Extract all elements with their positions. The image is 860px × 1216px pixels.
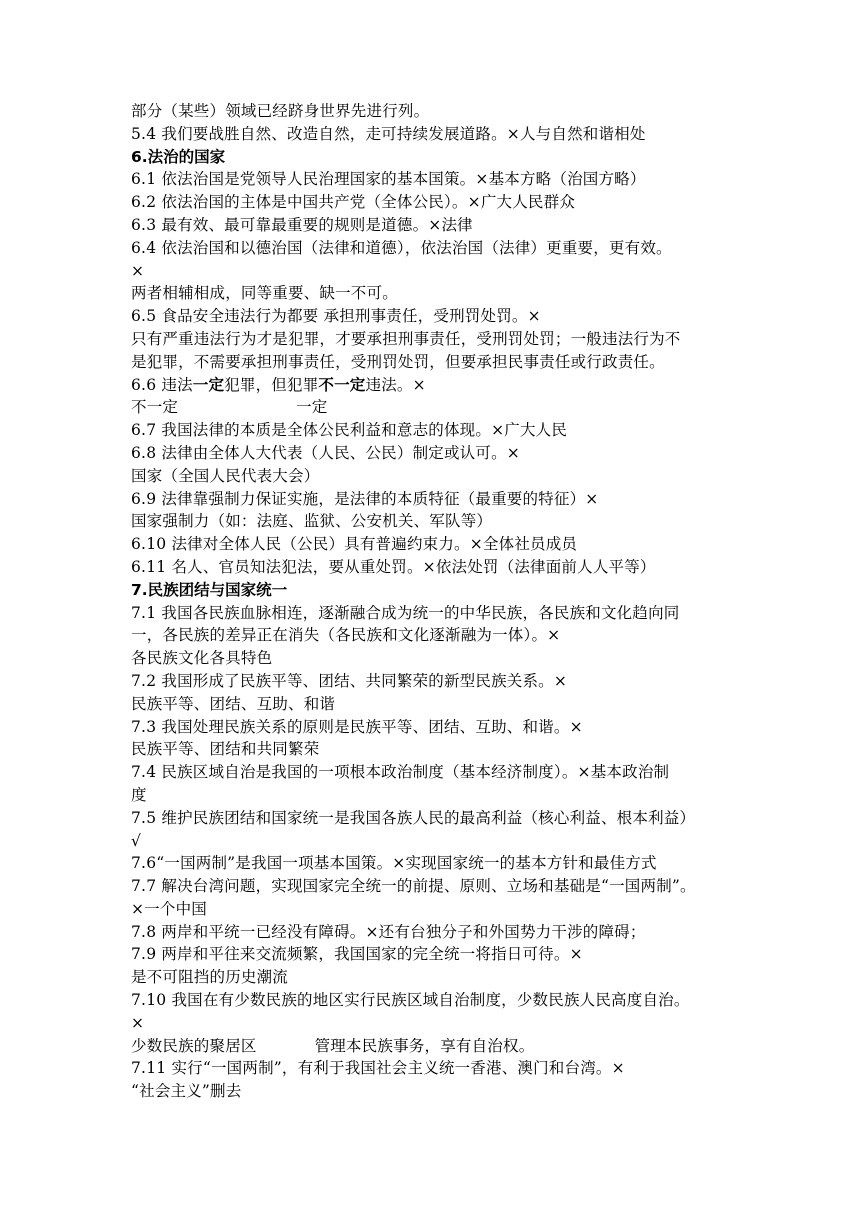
text-line: 只有严重违法行为才是犯罪，才要承担刑事责任，受刑罚处罚；一般违法行为不 (131, 329, 681, 348)
text-line: 7.5 维护民族团结和国家统一是我国各族人民的最高利益（核心利益、根本利益） (131, 808, 696, 827)
text-line: √ (131, 831, 142, 850)
text-segment: 6.6 违法 (131, 375, 193, 394)
text-line: 6.7 我国法律的本质是全体公民利益和意志的体现。×广大人民 (131, 421, 568, 440)
text-line: 各民族文化各具特色 (131, 649, 273, 668)
text-line: 7.6“一国两制”是我国一项基本国策。×实现国家统一的基本方针和最佳方式 (131, 854, 657, 873)
text-line: 两者相辅相成，同等重要、缺一不可。 (131, 284, 398, 303)
text-line: 6.11 名人、官员知法犯法，要从重处罚。×依法处罚（法律面前人人平等） (131, 557, 656, 576)
text-segment: 管理本民族事务，享有自治权。 (314, 1036, 535, 1055)
text-line: 7.3 我国处理民族关系的原则是民族平等、团结、互助、和谐。× (131, 717, 583, 736)
text-line-mixed (131, 374, 737, 397)
text-segment: 少数民族的聚居区 (131, 1036, 257, 1055)
text-line: × (131, 1013, 145, 1032)
text-line-annotation (131, 1035, 737, 1058)
text-line: 7.9 两岸和平往来交流频繁，我国国家的完全统一将指日可待。× (131, 945, 583, 964)
text-segment: 不一定 (131, 398, 179, 417)
bold-text-segment: 一定 (192, 375, 225, 394)
text-line: “社会主义”删去 (131, 1082, 242, 1101)
text-line: 7.4 民族区域自治是我国的一项根本政治制度（基本经济制度）。×基本政治制 (131, 763, 670, 782)
text-line: 7.2 我国形成了民族平等、团结、共同繁荣的新型民族关系。× (131, 671, 568, 690)
text-line: ×一个中国 (131, 899, 207, 918)
text-segment: 一定 (296, 398, 328, 417)
bold-text-segment: 不一定 (318, 375, 366, 394)
section-heading-rule-of-law: 6.法治的国家 (131, 147, 226, 166)
text-line: 民族平等、团结、互助、和谐 (131, 694, 336, 713)
text-line: 是犯罪，不需要承担刑事责任，受刑罚处罚，但要承担民事责任或行政责任。 (131, 352, 665, 371)
text-line: 7.7 解决台湾问题，实现国家完全统一的前提、原则、立场和基础是“一国两制”。 (131, 877, 696, 896)
text-line: × (131, 261, 145, 280)
text-segment: 违法。× (365, 375, 426, 394)
text-line: 部分（某些）领域已经跻身世界先进行列。 (131, 102, 430, 120)
text-line: 7.10 我国在有少数民族的地区实行民族区域自治制度，少数民族人民高度自治。 (131, 991, 690, 1010)
text-line: 是不可阻挡的历史潮流 (131, 968, 289, 987)
text-line: 一，各民族的差异正在消失（各民族和文化逐渐融为一体）。× (131, 626, 561, 645)
document-page (131, 100, 737, 1103)
text-line: 6.10 法律对全体人民（公民）具有普遍约束力。×全体社员成员 (131, 535, 578, 554)
section-heading-ethnic-unity: 7.民族团结与国家统一 (131, 580, 288, 599)
text-line: 6.9 法律靠强制力保证实施，是法律的本质特征（最重要的特征）× (131, 489, 599, 508)
text-line: 6.1 依法治国是党领导人民治理国家的基本国策。×基本方略（治国方略） (131, 170, 646, 189)
text-segment: 犯罪，但犯罪 (224, 375, 319, 394)
text-line: 7.8 两岸和平统一已经没有障碍。×还有台独分子和外国势力干涉的障碍； (131, 922, 646, 941)
text-line: 国家（全国人民代表大会） (131, 466, 320, 485)
text-line: 国家强制力（如：法庭、监狱、公安机关、军队等） (131, 512, 493, 531)
text-line-annotation (131, 396, 737, 419)
text-line: 6.2 依法治国的主体是中国共产党（全体公民）。×广大人民群众 (131, 193, 576, 212)
text-line: 6.5 食品安全违法行为都要 承担刑事责任，受刑罚处罚。× (131, 307, 541, 326)
text-line: 7.11 实行“一国两制”，有利于我国社会主义统一香港、澳门和台湾。× (131, 1059, 625, 1078)
text-line: 5.4 我们要战胜自然、改造自然，走可持续发展道路。×人与自然和谐相处 (131, 124, 646, 143)
text-line: 6.4 依法治国和以德治国（法律和道德），依法治国（法律）更重要，更有效。 (131, 238, 672, 257)
text-line: 6.3 最有效、最可靠最重要的规则是道德。×法律 (131, 215, 473, 234)
text-line: 度 (131, 785, 147, 804)
text-line: 7.1 我国各民族血脉相连，逐渐融合成为统一的中华民族，各民族和文化趋向同 (131, 603, 680, 622)
text-line: 民族平等、团结和共同繁荣 (131, 740, 320, 759)
text-line: 6.8 法律由全体人大代表（人民、公民）制定或认可。× (131, 443, 520, 462)
